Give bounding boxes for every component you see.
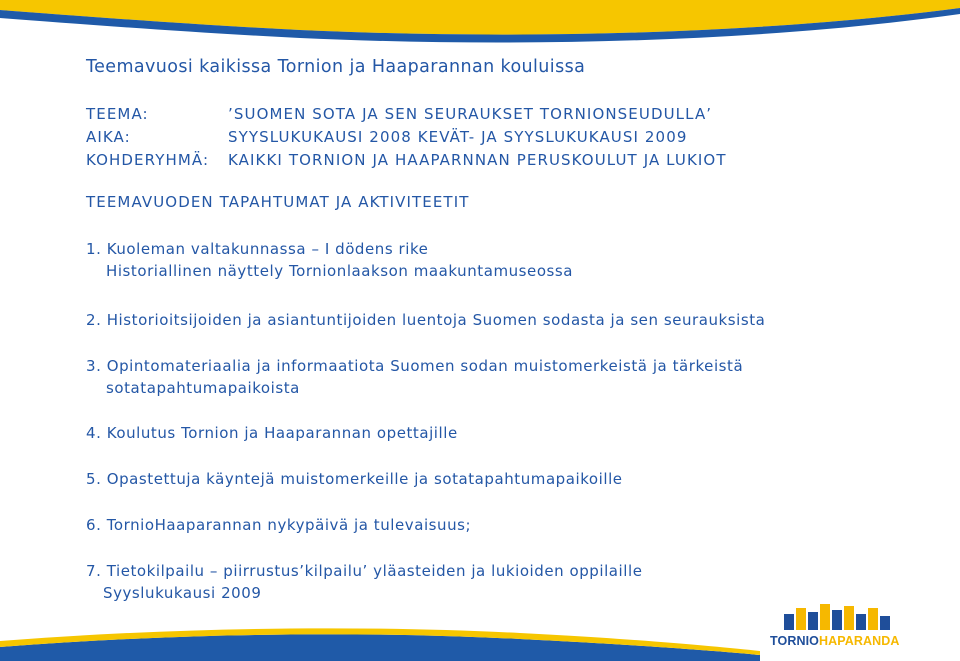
meta-value: KAIKKI TORNION JA HAAPARNNAN PERUSKOULUT JA LUKIOT <box>228 151 727 169</box>
logo-wordmark-part2: HAPARANDA <box>818 634 900 648</box>
list-item <box>86 238 573 282</box>
list-item <box>86 514 471 536</box>
list-item <box>86 422 458 444</box>
logo-wordmark-part1: TORNIO <box>770 634 819 648</box>
list-item-line: 3. Opintomateriaalia ja informaatiota Suomen sodan muistomerkeistä ja tärkeistä <box>86 357 744 375</box>
list-item <box>86 560 642 604</box>
list-item-subline: Syyslukukausi 2009 <box>103 584 262 602</box>
meta-label: AIKA: <box>86 128 131 146</box>
page-title: Teemavuosi kaikissa Tornion ja Haaparannan kouluissa <box>86 57 586 77</box>
list-item-line: 6. TornioHaaparannan nykypäivä ja tulevaisuus; <box>86 516 472 534</box>
top-wave-decoration <box>0 0 960 52</box>
list-item-line: 5. Opastettuja käyntejä muistomerkeille ja sotatapahtumapaikoille <box>86 470 623 488</box>
meta-label: TEEMA: <box>86 105 149 123</box>
meta-row-target-group <box>86 151 727 169</box>
list-item-line: 7. Tietokilpailu – piirrustus’kilpailu’ yläasteiden ja lukioiden oppilaille <box>86 562 643 580</box>
meta-value: ’SUOMEN SOTA JA SEN SEURAUKSET TORNIONSEUDULLA’ <box>228 105 713 123</box>
list-item <box>86 355 743 399</box>
list-item <box>86 309 765 331</box>
section-heading: TEEMAVUODEN TAPAHTUMAT JA AKTIVITEETIT <box>86 193 470 211</box>
list-item <box>86 468 623 490</box>
list-item-subline: sotatapahtumapaikoista <box>106 379 300 397</box>
meta-value: SYYSLUKUKAUSI 2008 KEVÄT- JA SYYSLUKUKAUSI 2009 <box>228 128 688 146</box>
list-item-line: 2. Historioitsijoiden ja asiantuntijoiden luentoja Suomen sodasta ja sen seurauksista <box>86 311 766 329</box>
list-item-line: 1. Kuoleman valtakunnassa – I dödens rike <box>86 240 429 258</box>
list-item-line: 4. Koulutus Tornion ja Haaparannan opettajille <box>86 424 458 442</box>
list-item-subline: Historiallinen näyttely Tornionlaakson maakuntamuseossa <box>106 262 574 280</box>
meta-row-time <box>86 128 687 146</box>
bottom-wave-decoration <box>0 617 960 661</box>
meta-row-theme <box>86 105 712 123</box>
meta-label: KOHDERYHMÄ: <box>86 151 210 169</box>
